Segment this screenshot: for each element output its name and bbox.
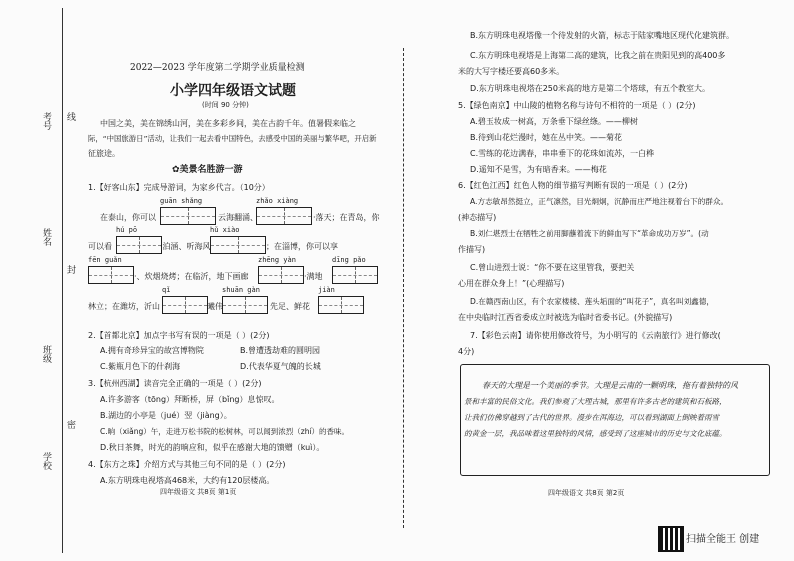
option: B.曾遭透劫难的圆明园 — [240, 346, 321, 355]
page-divider — [403, 48, 404, 528]
answer-grid[interactable] — [318, 296, 364, 314]
margin-mi: 密 — [65, 420, 75, 429]
question-4: 4.【东方之珠】介绍方式与其他三句不同的是（ ）(2分) — [88, 460, 286, 469]
qr-code-icon — [658, 526, 684, 552]
pinyin-label: zhēng yàn — [258, 256, 296, 264]
option: B.东方明珠电视塔像一个待发射的火箭，标志于陆家嘴地区现代化建筑群。 — [470, 31, 735, 40]
option: A.许多游客（tōng）拜断桥，屏（bǐng）息惊叹。 — [100, 395, 280, 404]
option: B.湖边的小亭是（jué）翌（jiàng）。 — [100, 411, 232, 420]
question-2: 2.【首都北京】加点字书写有误的一项是（ ）(2分) — [88, 331, 270, 340]
option: C.雪练的花边满春，串串垂下的花珠如流苏，一白桦 — [470, 149, 655, 158]
answer-grid[interactable] — [210, 236, 266, 254]
q1-text: 云海翻涌、 — [218, 213, 258, 222]
option: C.紫瓶月色下的什刹海 — [100, 362, 181, 371]
margin-banji: 班级 — [41, 345, 51, 363]
question-7-score: 4分) — [458, 347, 475, 356]
answer-grid[interactable] — [160, 207, 216, 225]
pinyin-label: shuān gàn — [222, 286, 260, 294]
question-7: 7.【彩色云南】请你使用修改符号，为小明写的《云南旅行》进行修改( — [470, 331, 721, 340]
pinyin-label: zhǎo xiàng — [256, 197, 299, 205]
option: B.待到山花烂漫时，她在丛中笑。——菊花 — [470, 133, 623, 142]
option: 心用在群众身上！”(心理描写) — [458, 279, 565, 288]
option: D.东方明珠电视塔在250米高的地方是第二个塔球，有五个教室大。 — [470, 84, 710, 93]
exam-header: 2022—2023 学年度第二学期学业质量检测 — [130, 63, 305, 73]
option: (神态描写) — [458, 213, 497, 222]
question-1: 1.【好客山东】完成导游词，为家乡代言。（10分） — [88, 183, 270, 192]
q1-text: 可以看 — [88, 242, 112, 251]
option: 米的大写字楼还要高60多米。 — [458, 67, 565, 76]
option: A.东方明珠电视塔高468米，大约有120层楼高。 — [100, 476, 275, 485]
pinyin-label: dīng pǎo — [332, 256, 366, 264]
option: 作描写) — [458, 245, 486, 254]
margin-xian: 线 — [65, 112, 75, 121]
exam-time: (时间 90 分钟) — [202, 101, 249, 109]
option: C.东方明珠电视塔是上海第二高的建筑，比我之前在贵阳见到的高400多 — [470, 51, 726, 60]
option: C.曾山进烈士说：“你不要在这里管我，要把关 — [470, 263, 635, 272]
question-5: 5.【绿色南京】中山陵的植物名称与诗句不相符的一项是（ ）(2分) — [458, 101, 696, 110]
page-footer-right: 四年级语文 共8页 第2页 — [548, 489, 625, 497]
pinyin-label: qǐ — [162, 286, 171, 294]
q1-text: 曦伟 — [207, 302, 223, 311]
question-6: 6.【红色江西】红色人物的细节描写判断有误的一项是（ ）(2分) — [458, 181, 688, 190]
passage-line: 景和丰富的民俗文化。我们参观了大理古城，那里有许多古老的建筑和石板路， — [464, 397, 727, 406]
pinyin-label: fēn guǎn — [88, 256, 122, 264]
answer-grid[interactable] — [88, 266, 134, 284]
intro-line: 中国之美，美在锦绣山河，美在多彩乡间，美在古韵千年。值暑假来临之 — [100, 119, 356, 128]
q1-text: ·落天；在青岛，你 — [313, 213, 380, 222]
answer-grid[interactable] — [116, 236, 162, 254]
question-3: 3.【杭州西湖】读音完全正确的一项是（ ）(2分) — [88, 379, 262, 388]
option: D.遥知不是雪，为有暗香来。——梅花 — [470, 165, 607, 174]
margin-xuexiao: 学校 — [41, 452, 51, 470]
option: 在中央临时江西省委成立时被选为临时省委书记。(外貌描写) — [458, 313, 673, 322]
q1-text: ·、炊烟烧烤；在临沂，地下画廊 — [134, 272, 249, 281]
passage-line: 春天的大理是一个美丽的季节。大理是云南的一颗明珠，拖有着独特的风 — [482, 381, 738, 390]
q1-text: 林立；在潍坊，沂山 — [88, 302, 160, 311]
answer-grid[interactable] — [256, 207, 312, 225]
option: A.碧玉妆成一树高，万条垂下绿丝绦。——柳树 — [470, 117, 638, 126]
answer-grid[interactable] — [258, 266, 304, 284]
section-title: ✿美景名胜游一游 — [172, 165, 243, 175]
q1-text: ；在淄博，你可以享 — [266, 242, 338, 251]
intro-line: 征旅途。 — [88, 149, 120, 158]
answer-grid[interactable] — [332, 266, 378, 284]
q1-text: 先足、鲜花 — [270, 302, 310, 311]
option: A.方志敏昂然挺立，正气凛然，目光炯炯，沉静而庄严地注视着台下的群众。 — [470, 197, 729, 206]
margin-xingming: 姓名 — [41, 228, 51, 246]
passage-line: 让我们仿佛穿越到了古代的世界。漫步在洱海边，可以看到湖面上倒映着雨雪 — [464, 413, 719, 422]
scanner-watermark: 扫描全能王 创建 — [686, 534, 760, 545]
margin-feng: 封 — [65, 265, 75, 274]
option: B.刘仁堪烈士在牺牲之前用脚蘸着流下的鲜血写下“革命成功万岁”。(动 — [470, 229, 709, 238]
option: D.在赣西南山区，有个农家楼楼、莲头垢面的“叫花子”，真名叫刘鑫德， — [470, 297, 714, 306]
option: A.拥有奇珍异宝的故宫博物院 — [100, 346, 204, 355]
margin-kaohao: 考号 — [41, 112, 51, 130]
option: D.秋日茶舞，时光的韵晌应和，似乎在感谢大地的馈赠（kuì）。 — [100, 443, 325, 452]
answer-grid[interactable] — [162, 296, 208, 314]
page-footer-left: 四年级语文 共8页 第1页 — [160, 488, 237, 496]
flower-icon: ✿ — [172, 165, 180, 175]
binding-line — [62, 8, 63, 553]
q1-text: ·满地 — [304, 272, 323, 281]
intro-line: 际，“中国旅游日”活动，让我们一起去看中国特色，去感受中国的美丽与繁华吧，开启新 — [88, 134, 377, 143]
passage-line: 的黄金一层，我品味着这里独特的风情，感受到了这座城市的历史与文化底蕴。 — [464, 429, 727, 438]
pinyin-label: jiàn — [318, 286, 335, 294]
pinyin-label: guān shǎng — [160, 197, 203, 205]
pinyin-label: hǔ xiào — [210, 226, 240, 234]
option: D.代表华夏气魄的长城 — [240, 362, 321, 371]
pinyin-label: hú pō — [116, 226, 138, 234]
q1-text: 在泰山，你可以 — [100, 213, 156, 222]
exam-title: 小学四年级语文试题 — [170, 83, 296, 99]
q1-text: ·泊涵、听海风 — [160, 242, 211, 251]
answer-grid[interactable] — [222, 296, 268, 314]
option: C.晌（xiǎng）午，走进万松书院的松树林，可以闻到浓烈（zhí）的香味。 — [100, 427, 350, 436]
